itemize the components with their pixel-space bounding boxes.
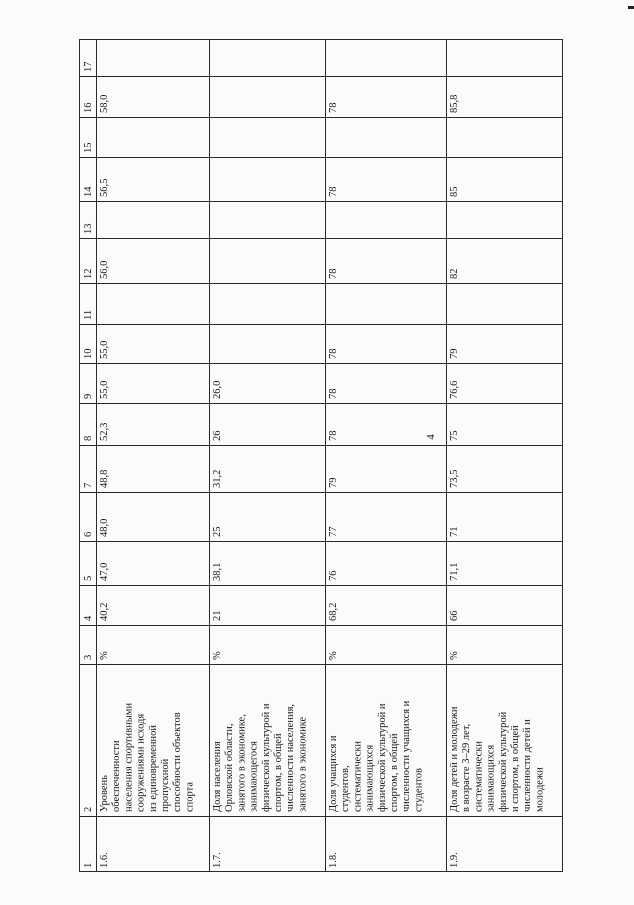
table-cell-value: 71,1 [449,562,460,581]
table-border [79,403,563,404]
table-border [79,117,563,118]
column-header: 3 [83,654,94,660]
table-cell-value: 77 [328,526,339,537]
table-border [79,541,563,542]
table-border [79,625,563,626]
row-unit: % [328,651,339,660]
table-border [79,39,80,872]
table-cell-value: 52,3 [99,422,110,441]
row-number: 1.9. [449,852,460,868]
column-header: 7 [83,482,94,488]
table-border [325,39,326,872]
table-cell-value: 26,0 [212,380,223,399]
table-border [79,363,563,364]
column-header: 12 [83,268,94,279]
table-cell-value: 85,8 [449,94,460,113]
column-header: 5 [83,575,94,581]
row-number: 1.8. [328,852,339,868]
table-cell-value: 76,6 [449,380,460,399]
table-cell-value: 48,0 [99,518,110,537]
table-border [79,492,563,493]
page-number: 4 [424,434,437,440]
table-border [79,283,563,284]
table-cell-value: 78 [328,186,339,197]
column-header: 9 [83,393,94,399]
column-header: 2 [83,806,94,812]
table-cell-value: 47,0 [99,562,110,581]
table-cell-value: 78 [328,388,339,399]
table-cell-value: 31,2 [212,469,223,488]
row-unit: % [212,651,223,660]
row-indicator-name: Доля учащихся и студентов, систематически занимающихся физической культурой и спортом, в общей численности учащихся и студентов [328,700,425,812]
table-cell-value: 25 [212,526,223,537]
table-cell-value: 26 [212,430,223,441]
table-border [79,585,563,586]
table-cell-value: 73,5 [449,469,460,488]
table-cell-value: 78 [328,348,339,359]
table-cell-value: 79 [328,477,339,488]
row-indicator-name: Доля населения Орловской области, занятого в экономике, занимающегося физической культурой и спортом, в общей численности населения, занятого в экономике [212,703,309,812]
table-cell-value: 56,5 [99,178,110,197]
table-border [79,39,563,40]
column-header: 8 [83,435,94,441]
table-cell-value: 40,2 [99,602,110,621]
row-indicator-name: Уровень обеспеченности населения спортивными сооружениями исходя из единовременной пропускной способности объектов спорта [99,702,196,812]
table-cell-value: 55,0 [99,380,110,399]
column-header: 16 [83,102,94,113]
table-cell-value: 76 [328,570,339,581]
table-border [96,39,97,872]
table-border [79,816,563,817]
table-cell-value: 56,0 [99,260,110,279]
table-border [79,324,563,325]
column-header: 15 [83,142,94,153]
table-border [562,39,563,872]
row-number: 1.6. [99,852,110,868]
scan-corner-mark [628,6,634,9]
table-border [79,157,563,158]
table-cell-value: 68,2 [328,602,339,621]
table-cell-value: 71 [449,526,460,537]
table-cell-value: 48,8 [99,469,110,488]
row-unit: % [99,651,110,660]
table-border [79,238,563,239]
column-header: 13 [83,223,94,234]
column-header: 10 [83,348,94,359]
indicator-table [79,39,563,872]
column-header: 11 [83,309,94,320]
table-border [79,871,563,872]
table-border [209,39,210,872]
table-cell-value: 66 [449,610,460,621]
row-number: 1.7. [212,852,223,868]
table-border [79,201,563,202]
table-cell-value: 78 [328,430,339,441]
column-header: 14 [83,186,94,197]
table-cell-value: 38,1 [212,562,223,581]
table-cell-value: 79 [449,348,460,359]
table-cell-value: 58,0 [99,94,110,113]
table-cell-value: 82 [449,268,460,279]
column-header: 4 [83,615,94,621]
table-cell-value: 78 [328,102,339,113]
table-cell-value: 75 [449,430,460,441]
table-cell-value: 78 [328,268,339,279]
column-header: 6 [83,531,94,537]
table-border [79,445,563,446]
row-indicator-name: Доля детей и молодежи в возрасте 3–29 лет, систематически занимающихся физической культурой и спортом, в общей численности детей и молодежи [449,706,546,812]
table-cell-value: 21 [212,610,223,621]
table-cell-value: 55,0 [99,340,110,359]
table-border [446,39,447,872]
row-unit: % [449,651,460,660]
column-header: 17 [83,61,94,72]
column-header: 1 [83,862,94,868]
table-border [79,76,563,77]
table-cell-value: 85 [449,186,460,197]
